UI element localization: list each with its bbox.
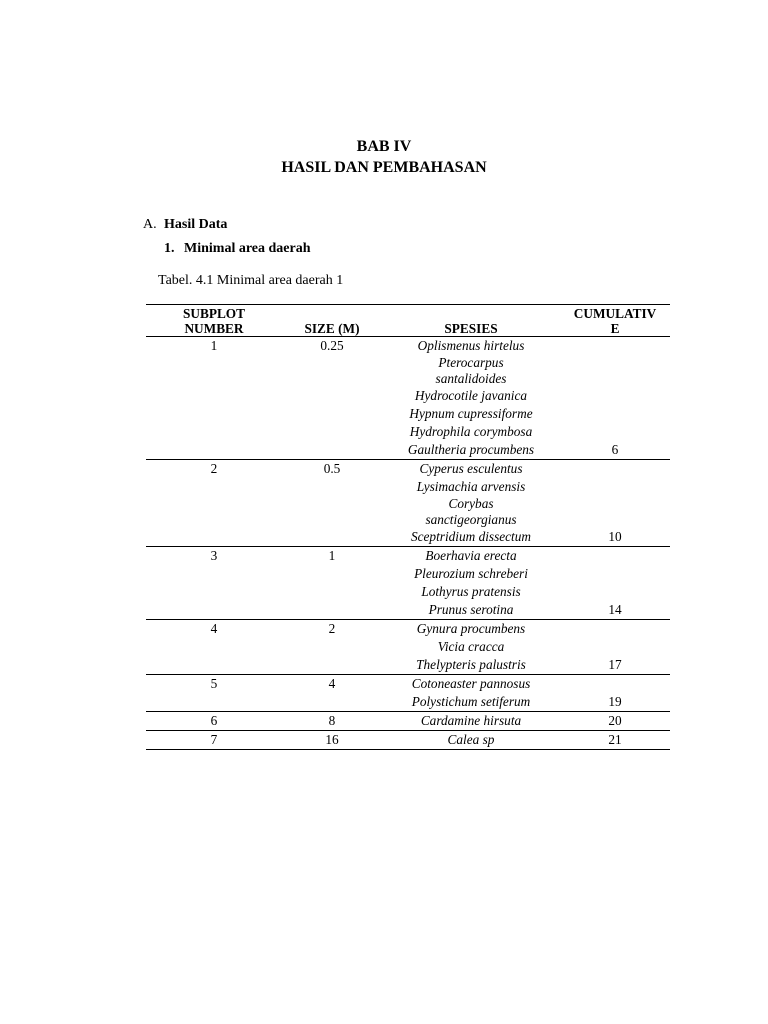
species-name: Sceptridium dissectum xyxy=(410,529,532,544)
cell-cumulative: 19 xyxy=(560,675,670,712)
species-name: Polystichum setiferum xyxy=(411,694,531,709)
species-name: Cyperus esculentus xyxy=(419,461,523,476)
header-cumulative-line1: CUMULATIV xyxy=(573,306,657,321)
header-cumulative xyxy=(560,305,670,337)
table-body xyxy=(146,337,670,750)
species-name: Gaultheria procumbens xyxy=(407,442,535,457)
chapter-title: HASIL DAN PEMBAHASAN xyxy=(281,159,487,176)
species-name: Thelypteris palustris xyxy=(416,657,526,672)
species-name: Hypnum cupressiforme xyxy=(409,406,533,421)
cell-species-list xyxy=(382,712,560,731)
header-cumulative-line2: E xyxy=(610,321,620,336)
cell-subplot-number: 2 xyxy=(146,460,282,547)
cell-species-list xyxy=(382,337,560,460)
species-name: Lothyrus pratensis xyxy=(421,584,521,599)
subsection-title: Minimal area daerah xyxy=(184,241,311,256)
subsection-label: 1. xyxy=(164,241,175,256)
cell-subplot-number: 3 xyxy=(146,547,282,620)
cell-species-list xyxy=(382,675,560,712)
table-row xyxy=(146,460,670,547)
cell-subplot-number: 5 xyxy=(146,675,282,712)
section-label: A. xyxy=(143,217,157,232)
species-name: Vicia cracca xyxy=(437,639,505,654)
cell-size: 0.5 xyxy=(282,460,382,547)
cell-cumulative: 6 xyxy=(560,337,670,460)
cell-size: 0.25 xyxy=(282,337,382,460)
table-row xyxy=(146,337,670,460)
minimal-area-table xyxy=(146,304,670,750)
species-name: Hydrocotile javanica xyxy=(414,388,528,403)
species-name: Cotoneaster pannosus xyxy=(411,676,531,691)
species-name: Pterocarpus santalidoides xyxy=(435,355,507,386)
cell-subplot-number: 1 xyxy=(146,337,282,460)
table-row xyxy=(146,712,670,731)
header-subplot-line1: SUBPLOT xyxy=(182,306,246,321)
table-row xyxy=(146,547,670,620)
subsection-heading-minimal-area xyxy=(164,240,311,258)
section-heading-hasil-data xyxy=(143,216,227,234)
species-name: Lysimachia arvensis xyxy=(416,479,526,494)
header-subplot-number xyxy=(146,305,282,337)
species-name: Hydrophila corymbosa xyxy=(409,424,533,439)
species-name: Pleurozium schreberi xyxy=(414,566,528,581)
table-caption: Tabel. 4.1 Minimal area daerah 1 xyxy=(158,273,344,288)
cell-size: 4 xyxy=(282,675,382,712)
cell-species-list xyxy=(382,731,560,750)
cell-size: 2 xyxy=(282,620,382,675)
table-header xyxy=(146,305,670,337)
cell-species-list xyxy=(382,620,560,675)
species-name: Cardamine hirsuta xyxy=(420,713,522,728)
cell-cumulative: 20 xyxy=(560,712,670,731)
table-row xyxy=(146,731,670,750)
cell-cumulative: 17 xyxy=(560,620,670,675)
cell-size: 1 xyxy=(282,547,382,620)
cell-cumulative: 10 xyxy=(560,460,670,547)
cell-subplot-number: 6 xyxy=(146,712,282,731)
cell-species-list xyxy=(382,460,560,547)
table-row xyxy=(146,620,670,675)
species-name: Oplismenus hirtelus xyxy=(417,338,525,353)
chapter-number: BAB IV xyxy=(356,138,412,155)
header-spesies: SPESIES xyxy=(382,305,560,337)
cell-subplot-number: 7 xyxy=(146,731,282,750)
cell-cumulative: 21 xyxy=(560,731,670,750)
species-name: Corybas sanctigeorgianus xyxy=(425,496,517,527)
header-subplot-line2: NUMBER xyxy=(184,321,244,336)
cell-size: 8 xyxy=(282,712,382,731)
section-title: Hasil Data xyxy=(164,217,228,232)
species-name: Calea sp xyxy=(447,732,495,747)
cell-size: 16 xyxy=(282,731,382,750)
species-name: Prunus serotina xyxy=(428,602,514,617)
header-size: SIZE (M) xyxy=(282,305,382,337)
species-name: Gynura procumbens xyxy=(416,621,526,636)
cell-subplot-number: 4 xyxy=(146,620,282,675)
cell-cumulative: 14 xyxy=(560,547,670,620)
cell-species-list xyxy=(382,547,560,620)
table-row xyxy=(146,675,670,712)
table-header-row xyxy=(146,305,670,337)
species-name: Boerhavia erecta xyxy=(425,548,517,563)
